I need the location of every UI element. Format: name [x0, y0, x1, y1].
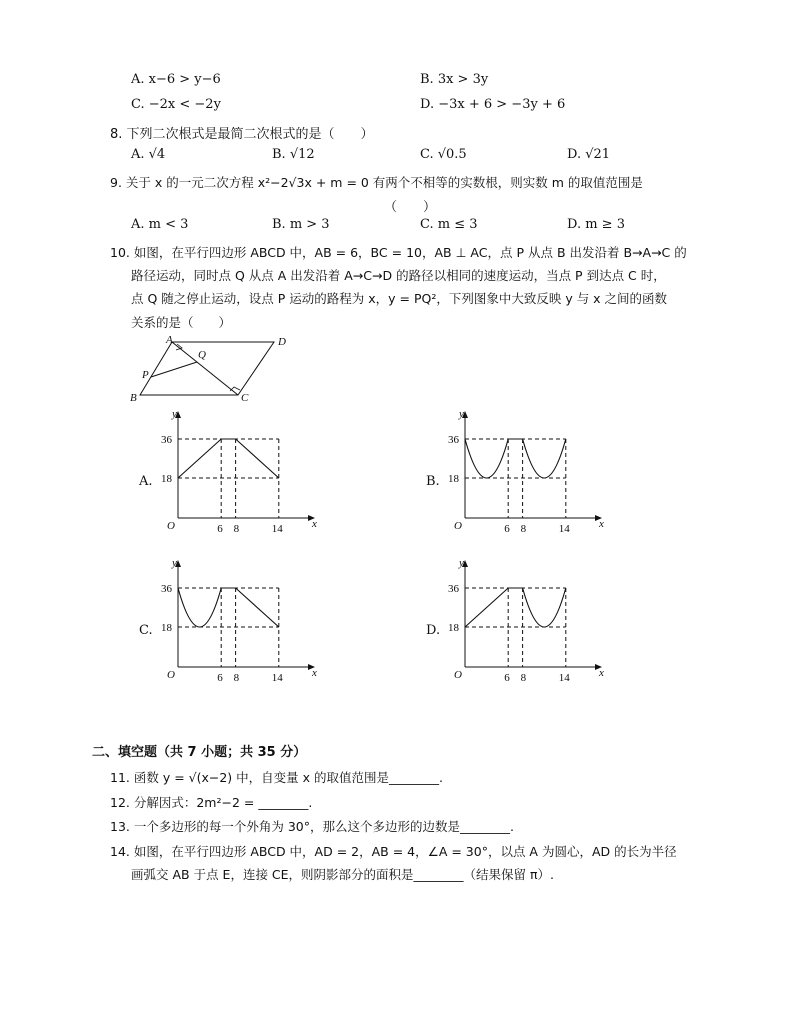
tick-label-6: 6: [217, 672, 223, 684]
y-axis-label: y: [459, 557, 464, 569]
label-a: A: [166, 334, 173, 346]
parallelogram-outline: [140, 342, 274, 395]
label-c: C: [241, 392, 249, 404]
origin-label: O: [454, 669, 462, 681]
label-q: Q: [198, 349, 206, 361]
function-curve: [178, 588, 279, 627]
segment-pq: [151, 362, 197, 377]
graph-a: [160, 406, 320, 538]
q10-line3: 点 Q 随之停止运动，设点 P 运动的路程为 x，y = PQ²，下列图象中大致反映 y 与 x 之间的函数: [131, 291, 668, 306]
tick-label-18: 18: [161, 622, 172, 634]
q8-option-d: D. √21: [567, 147, 611, 162]
x-axis-label: x: [599, 667, 604, 679]
origin-label: O: [454, 520, 462, 532]
origin-label: O: [167, 520, 175, 532]
q7-option-d: D. −3x + 6 > −3y + 6: [420, 97, 566, 112]
label-d: D: [278, 336, 286, 348]
parallelogram-figure: [120, 332, 300, 406]
tick-label-6: 6: [217, 523, 223, 535]
graph-c: [160, 555, 320, 687]
q7-option-a: A. x−6 > y−6: [131, 72, 221, 87]
q13: 13. 一个多边形的每一个外角为 30°，那么这个多边形的边数是________.: [110, 819, 514, 834]
y-axis-label: y: [172, 557, 177, 569]
y-axis-label: y: [459, 408, 464, 420]
q8-option-b: B. √12: [272, 147, 315, 162]
q9-option-d: D. m ≥ 3: [567, 217, 625, 232]
tick-label-18: 18: [161, 473, 172, 485]
q12: 12. 分解因式：2m²−2 = ________.: [110, 795, 313, 810]
tick-label-6: 6: [504, 523, 510, 535]
q9-option-b: B. m > 3: [272, 217, 330, 232]
graph-option-d-label: D.: [426, 623, 441, 638]
x-axis-label: x: [312, 667, 317, 679]
tick-label-18: 18: [448, 473, 459, 485]
tick-label-8: 8: [233, 523, 240, 535]
q8-option-c: C. √0.5: [420, 147, 467, 162]
tick-label-14: 14: [271, 672, 283, 684]
function-curve: [178, 439, 279, 478]
graph-option-a-label: A.: [139, 474, 153, 489]
function-curve: [465, 588, 566, 627]
tick-label-36: 36: [448, 583, 459, 595]
label-b: B: [130, 392, 137, 404]
y-axis-label: y: [172, 408, 177, 420]
tick-label-36: 36: [161, 434, 172, 446]
q9-option-a: A. m < 3: [131, 217, 189, 232]
tick-label-18: 18: [448, 622, 459, 634]
graph-option-c-label: C.: [139, 623, 153, 638]
tick-label-14: 14: [271, 523, 283, 535]
q8-stem: 8. 下列二次根式是最简二次根式的是（ ）: [110, 127, 374, 142]
q9-stem: 9. 关于 x 的一元二次方程 x²−2√3x + m = 0 有两个不相等的实数根，则实数 m 的取值范围是: [110, 175, 643, 190]
tick-label-14: 14: [558, 523, 570, 535]
q10-line4: 关系的是（ ）: [131, 315, 232, 330]
tick-label-8: 8: [520, 523, 527, 535]
x-axis-label: x: [599, 518, 604, 530]
q7-option-c: C. −2x < −2y: [131, 97, 221, 112]
section2-title: 二、填空题（共 7 小题；共 35 分）: [92, 745, 307, 760]
tick-label-8: 8: [233, 672, 240, 684]
q11: 11. 函数 y = √(x−2) 中，自变量 x 的取值范围是________.: [110, 770, 443, 785]
q8-option-a: A. √4: [131, 147, 166, 162]
q9-option-c: C. m ≤ 3: [420, 217, 478, 232]
q14-line2: 画弧交 AB 于点 E，连接 CE，则阴影部分的面积是________（结果保留 π）.: [131, 867, 555, 882]
label-p: P: [142, 369, 149, 381]
function-curve: [465, 439, 566, 478]
tick-label-8: 8: [520, 672, 527, 684]
graph-b: [447, 406, 607, 538]
graph-option-b-label: B.: [426, 474, 440, 489]
q7-option-b: B. 3x > 3y: [420, 72, 489, 87]
origin-label: O: [167, 669, 175, 681]
q9-paren: （ ）: [384, 200, 437, 215]
tick-label-6: 6: [504, 672, 510, 684]
q10-line2: 路径运动，同时点 Q 从点 A 出发沿着 A→C→D 的路径以相同的速度运动，当点 P 到达点 C 时，: [131, 268, 666, 283]
q14-line1: 14. 如图，在平行四边形 ABCD 中，AD = 2，AB = 4，∠A = 30°，以点 A 为圆心，AD 的长为半径: [110, 844, 677, 859]
tick-label-36: 36: [448, 434, 459, 446]
q10-line1: 10. 如图，在平行四边形 ABCD 中，AB = 6，BC = 10，AB ⊥ AC，点 P 从点 B 出发沿着 B→A→C 的: [110, 245, 687, 260]
tick-label-36: 36: [161, 583, 172, 595]
graph-d: [447, 555, 607, 687]
x-axis-label: x: [312, 518, 317, 530]
tick-label-14: 14: [558, 672, 570, 684]
